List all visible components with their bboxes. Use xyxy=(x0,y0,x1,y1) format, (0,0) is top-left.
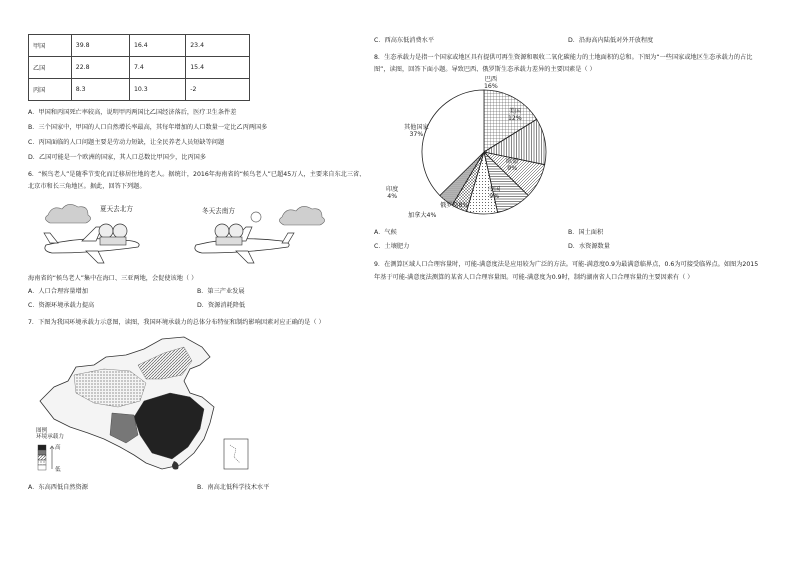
eco-capacity-pie-chart xyxy=(388,78,588,226)
question-8 xyxy=(374,52,762,254)
pie-label-eu: 欧盟 9% xyxy=(506,158,519,172)
table-cell: 甲国 xyxy=(29,35,72,57)
q6-option-d[interactable]: D．资源消耗降低 xyxy=(197,302,246,309)
table-cell: 15.4 xyxy=(186,57,250,79)
q8-option-a[interactable]: A．气候 xyxy=(374,229,397,236)
q7-option-d[interactable]: D．沿海高内陆低对外开放程度 xyxy=(568,37,654,44)
table-row xyxy=(29,79,250,101)
pie-label-others: 其他国家 37% xyxy=(404,124,429,138)
q8-options-row-1 xyxy=(374,226,762,240)
q7-option-b[interactable]: B．南高北低科学技术水平 xyxy=(197,484,270,491)
left-column xyxy=(28,34,366,495)
question-9 xyxy=(374,258,762,284)
pie-label-canada: 加拿大4% xyxy=(408,212,437,219)
china-map-figure xyxy=(34,335,264,479)
q5-options xyxy=(28,105,366,165)
q8-stem: 8．生态承载力是指一个国家或地区具有提供可再生资源和吸收二氧化碳能力的土地面积的总和。下图为“一些国家或地区生态承载力的占比图”，读图，回答下面小题。导致巴西、俄罗斯生态承载力差异的主要因素是（ ） xyxy=(374,54,753,73)
right-column xyxy=(374,34,762,284)
map-legend-title: 图例 环境承载力 xyxy=(36,428,64,440)
q6-option-b[interactable]: B．第三产业发展 xyxy=(197,288,245,295)
table-row xyxy=(29,57,250,79)
cartoon-label-south: 冬天去南方 xyxy=(202,207,235,215)
map-legend-low: 低 xyxy=(55,467,61,473)
table-cell: 10.3 xyxy=(129,79,185,101)
pie-label-china: 中国 9% xyxy=(488,186,501,200)
migration-cartoon xyxy=(36,199,336,269)
q6-option-a[interactable]: A．人口合理容量增加 xyxy=(28,288,88,295)
q6-option-c[interactable]: C．资源环境承载力提高 xyxy=(28,302,95,309)
question-7 xyxy=(28,317,366,495)
q8-option-b[interactable]: B．国土面积 xyxy=(568,229,604,236)
pie-label-russia: 俄罗斯8% xyxy=(440,202,469,209)
q8-options-row-2 xyxy=(374,240,762,254)
table-cell: 乙国 xyxy=(29,57,72,79)
q7-stem: 7．下图为我国环境承载力示意图，读图，我国环境承载力的总体分布特征和制约影响因素对应正确的是（ ） xyxy=(28,319,325,326)
q5-option-c[interactable]: C．丙国面临的人口问题主要是劳动力短缺，让全民养老人员短缺等问题 xyxy=(28,139,225,146)
pie-label-india: 印度 4% xyxy=(386,186,399,200)
q7-options-row xyxy=(28,481,366,495)
population-table xyxy=(28,34,250,101)
q6-subquestion: 海南省的“候鸟老人”集中在海口、三亚两地，会促使该地（ ） xyxy=(28,275,198,282)
q7-options-row-2 xyxy=(374,34,762,48)
q6-options-row-2 xyxy=(28,299,366,313)
table-row xyxy=(29,35,250,57)
pie-label-brazil: 巴西 16% xyxy=(484,76,498,90)
q8-option-c[interactable]: C．土壤肥力 xyxy=(374,243,410,250)
cartoon-illustration xyxy=(36,199,336,269)
q7-option-a[interactable]: A．东高西低自然资源 xyxy=(28,484,88,491)
table-cell: 16.4 xyxy=(129,35,185,57)
q9-text: 9．在测算区域人口合理容量时，可能-满意度法是应用较为广泛的方法。可能-满意度0.9为最满意临界点，0.6为可接受临界点。如图为2015年基于可能-满意度法测算的某省人口合理容量图。可能-满意度为0.9时，制约湖南省人口合理容量的主要因素有（ ） xyxy=(374,261,759,281)
table-cell: 8.3 xyxy=(71,79,129,101)
table-cell: -2 xyxy=(186,79,250,101)
table-cell: 39.8 xyxy=(71,35,129,57)
cartoon-label-north: 夏天去北方 xyxy=(100,205,133,213)
q5-option-d[interactable]: D．乙国可能是一个欧洲的国家，其人口总数比甲国少，比丙国多 xyxy=(28,154,207,161)
table-cell: 22.8 xyxy=(71,57,129,79)
table-cell: 7.4 xyxy=(129,57,185,79)
pie-svg xyxy=(388,78,588,226)
table-cell: 23.4 xyxy=(186,35,250,57)
q7-option-c[interactable]: C．西高东低消费水平 xyxy=(374,37,435,44)
q8-option-d[interactable]: D．水资源数量 xyxy=(568,243,610,250)
map-legend-high: 高 xyxy=(55,445,61,451)
q5-option-a[interactable]: A．甲国和丙国死亡率较高，说明甲丙两国比乙国经济落后，医疗卫生条件差 xyxy=(28,109,237,116)
table-cell: 丙国 xyxy=(29,79,72,101)
china-capacity-map xyxy=(34,335,264,479)
q6-stem: 6．“候鸟老人”是随季节变化而迁移居住地的老人。据统计，2016年海南省的“候鸟老人”已超45万人，主要来自东北三省、北京市和长三角地区。据此，回答下列题。 xyxy=(28,171,366,190)
q5-option-b[interactable]: B．三个国家中，甲国的人口自然增长率最高，其每年增加的人口数量一定比乙丙两国多 xyxy=(28,124,268,131)
question-6 xyxy=(28,169,366,313)
pie-label-usa: 美国 12% xyxy=(508,108,522,122)
q6-options-row-1 xyxy=(28,285,366,299)
